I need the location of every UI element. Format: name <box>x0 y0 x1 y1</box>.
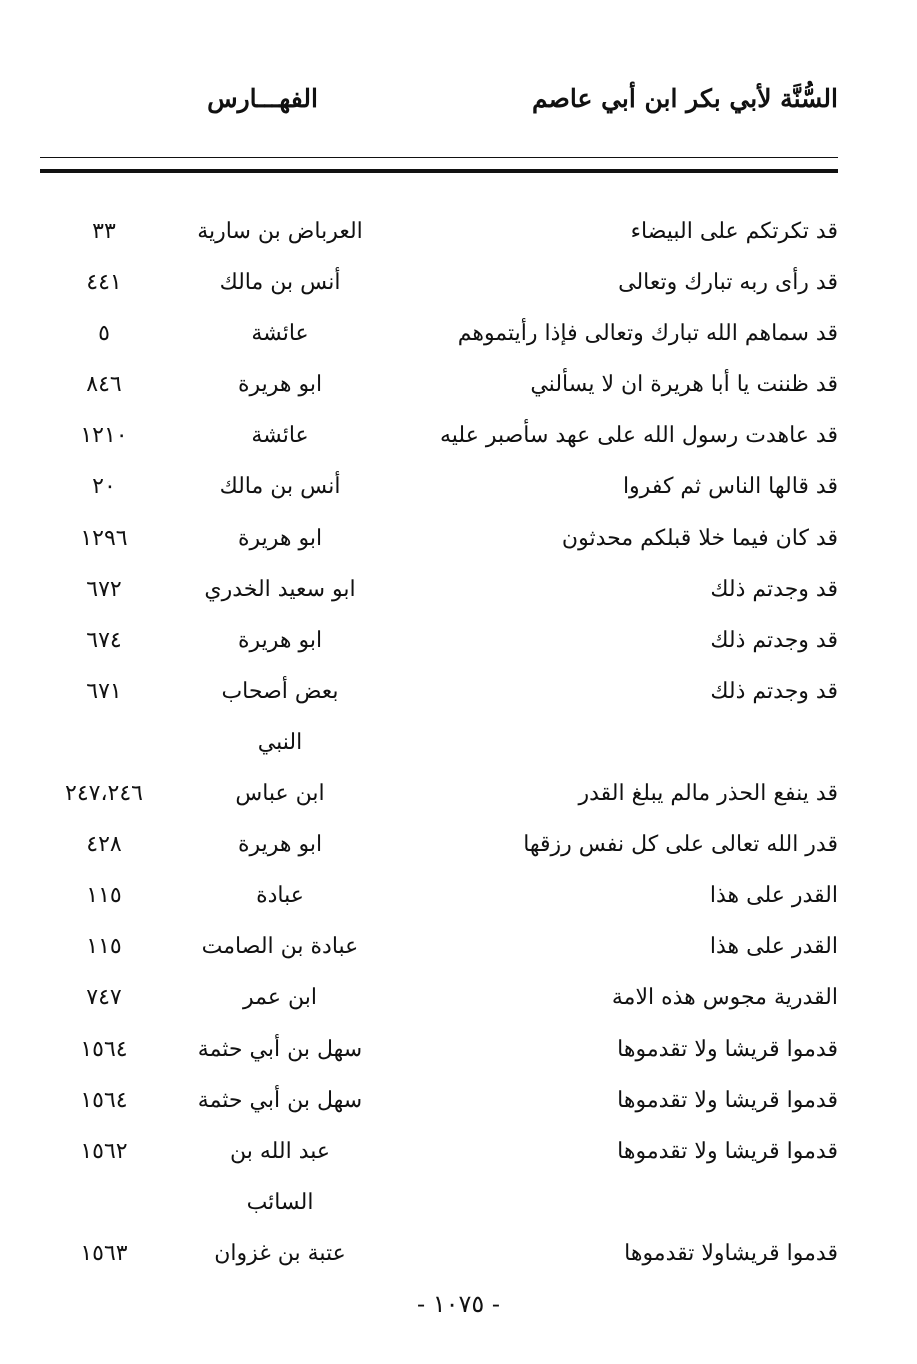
index-row <box>40 1024 838 1075</box>
index-row <box>40 513 838 564</box>
hadith-number: ٣٣ <box>92 219 116 244</box>
hadith-number: ١٥٦٤ <box>80 1087 128 1113</box>
hadith-text: قد قالها الناس ثم كفروا <box>622 474 838 500</box>
index-row <box>40 819 838 870</box>
index-row <box>40 615 838 666</box>
hadith-text: قد تكرتكم على البيضاء <box>630 219 838 244</box>
hadith-text: قد وجدتم ذلك <box>710 576 838 602</box>
hadith-number: ٤٢٨ <box>86 832 122 858</box>
narrator: عبد الله بن <box>229 1138 331 1164</box>
narrator: ابن عمر <box>243 985 317 1011</box>
hadith-number: ٨٤٦ <box>86 372 122 398</box>
hadith-number: ١٥٦٢ <box>80 1138 128 1164</box>
narrator: ابو هريرة <box>237 832 323 858</box>
hadith-text: القدر على هذا <box>709 934 838 960</box>
hadith-text: القدرية مجوس هذه الامة <box>611 985 838 1011</box>
narrator: سهل بن أبي حثمة <box>197 1087 363 1113</box>
narrator: ابن عباس <box>235 781 325 807</box>
hadith-text: قدموا قريشا ولا تقدموها <box>617 1036 838 1062</box>
index-row <box>40 410 838 461</box>
header-divider-thin <box>40 157 838 158</box>
index-row <box>40 1075 838 1126</box>
hadith-number: ١١٥ <box>86 883 122 909</box>
hadith-number: ١١٥ <box>86 934 122 960</box>
narrator: أنس بن مالك <box>219 474 341 500</box>
index-row <box>40 461 838 512</box>
hadith-text: القدر على هذا <box>709 883 838 909</box>
hadith-text: قد وجدتم ذلك <box>710 678 838 704</box>
hadith-text: قد سماهم الله تبارك وتعالى فإذا رأيتموهم <box>457 321 838 347</box>
index-row <box>40 206 838 257</box>
hadith-number: ١٢٩٦ <box>80 525 128 551</box>
index-row <box>40 666 838 717</box>
index-row <box>40 921 838 972</box>
section-title: الفهـــارس <box>207 84 318 113</box>
narrator: السائب <box>246 1189 314 1215</box>
index-row <box>40 1228 838 1279</box>
narrator: ابو هريرة <box>237 627 323 653</box>
narrator: بعض أصحاب <box>221 678 339 704</box>
hadith-text: قد رأى ربه تبارك وتعالى <box>618 270 838 296</box>
narrator: ابو سعيد الخدري <box>204 576 356 602</box>
index-entries <box>40 206 838 1279</box>
hadith-number: ٧٤٧ <box>86 985 122 1011</box>
hadith-number: ٦٧٤ <box>86 627 122 653</box>
index-row <box>40 870 838 921</box>
hadith-number: ١٥٦٣ <box>80 1240 128 1266</box>
hadith-number: ١٢١٠ <box>80 423 128 449</box>
index-row <box>40 768 838 819</box>
hadith-number: ٥ <box>98 321 110 347</box>
hadith-number: ٦٧١ <box>86 678 122 704</box>
book-title: السُّنَّة لأبي بكر ابن أبي عاصم <box>531 84 838 113</box>
index-row <box>40 717 838 768</box>
narrator: عائشة <box>251 423 309 449</box>
index-row <box>40 257 838 308</box>
narrator: النبي <box>257 729 303 755</box>
page-header <box>40 84 838 134</box>
hadith-number: ٦٧٢ <box>86 576 122 602</box>
hadith-text: قد ينفع الحذر مالم يبلغ القدر <box>578 781 838 807</box>
hadith-text: قد وجدتم ذلك <box>710 627 838 653</box>
narrator: العرباض بن سارية <box>197 219 363 244</box>
hadith-number: ٢٤٧،٢٤٦ <box>65 781 143 807</box>
hadith-text: قدموا قريشا ولا تقدموها <box>617 1087 838 1113</box>
hadith-text: قد عاهدت رسول الله على عهد سأصبر عليه <box>439 423 838 449</box>
index-row <box>40 308 838 359</box>
index-row <box>40 359 838 410</box>
hadith-text: قدموا قريشا ولا تقدموها <box>617 1138 838 1164</box>
index-row <box>40 564 838 615</box>
hadith-text: قدموا قريشاولا تقدموها <box>624 1240 838 1266</box>
narrator: ابو هريرة <box>237 372 323 398</box>
narrator: سهل بن أبي حثمة <box>197 1036 363 1062</box>
header-divider-thick <box>40 169 838 173</box>
index-row <box>40 1177 838 1228</box>
hadith-text: قدر الله تعالى على كل نفس رزقها <box>523 832 838 858</box>
page-number: - ١٠٧٥ - <box>416 1290 501 1318</box>
index-row <box>40 1126 838 1177</box>
index-row <box>40 972 838 1023</box>
narrator: ابو هريرة <box>237 525 323 551</box>
narrator: عبادة <box>256 883 304 909</box>
hadith-number: ٤٤١ <box>86 270 122 296</box>
narrator: عتبة بن غزوان <box>214 1240 346 1266</box>
narrator: أنس بن مالك <box>219 270 341 296</box>
hadith-number: ١٥٦٤ <box>80 1036 128 1062</box>
hadith-number: ٢٠ <box>92 474 116 500</box>
hadith-text: قد ظننت يا أبا هريرة ان لا يسألني <box>530 372 838 398</box>
hadith-text: قد كان فيما خلا قبلكم محدثون <box>561 525 838 551</box>
narrator: عائشة <box>251 321 309 347</box>
narrator: عبادة بن الصامت <box>201 934 359 960</box>
